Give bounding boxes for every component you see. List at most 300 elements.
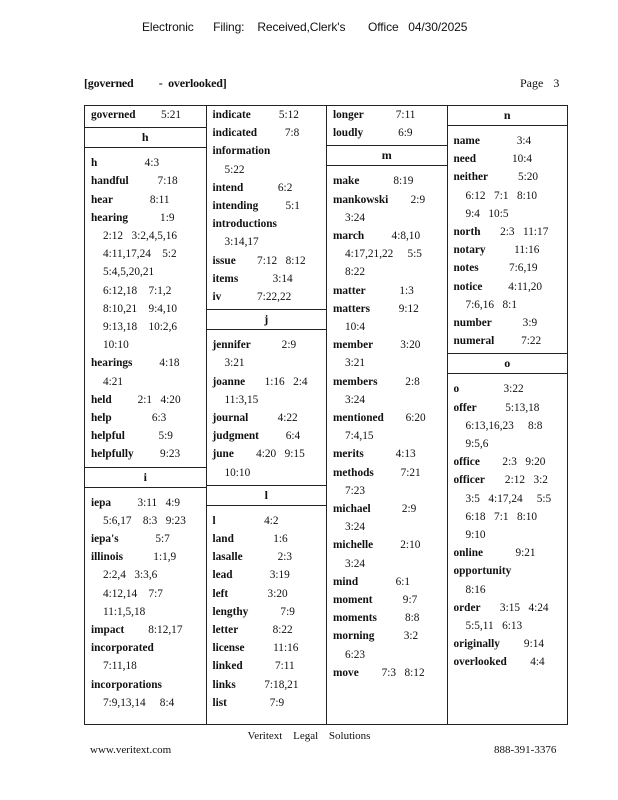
- index-refs-continued: 5:22: [224, 163, 245, 176]
- index-refs-continued: 4:21: [103, 375, 124, 388]
- index-refs: [274, 142, 323, 160]
- index-entry-row: [333, 300, 444, 318]
- index-entry-row: [333, 591, 444, 609]
- index-refs-continued: 6:13,16,23 8:8: [465, 419, 543, 432]
- index-word: officer: [453, 474, 485, 487]
- index-word: notice: [453, 280, 483, 293]
- index-entry: [448, 399, 568, 454]
- index-word: lasalle: [212, 551, 243, 564]
- index-entry-row: [91, 548, 203, 566]
- index-entry: [327, 591, 447, 609]
- index-word: march: [333, 230, 365, 243]
- index-refs: 7:3 8:12: [381, 666, 425, 679]
- index-refs-continued: 3:24: [345, 557, 366, 570]
- letter-header: h: [85, 127, 206, 148]
- index-refs: 4:20 9:15: [256, 448, 305, 461]
- index-refs: 3:22: [503, 383, 524, 396]
- index-refs: 11:16: [514, 244, 540, 257]
- index-refs: 5:13,18: [505, 401, 540, 414]
- index-refs: 3:9: [522, 317, 538, 330]
- index-entry-row: [454, 332, 565, 350]
- index-word: online: [453, 547, 484, 560]
- index-refs: 3:4: [516, 135, 532, 147]
- index-entry-row: [333, 172, 444, 190]
- index-entry-row: [454, 168, 565, 186]
- index-entry-row: [213, 585, 324, 603]
- index-entry-row: [91, 676, 203, 694]
- index-entry-row: [333, 409, 444, 427]
- index-refs-continued: 8:10,21 9:4,10: [103, 302, 178, 315]
- index-word: journal: [212, 412, 249, 425]
- index-word: jennifer: [212, 339, 251, 352]
- index-entry: [85, 191, 206, 209]
- index-refs: [515, 562, 564, 580]
- index-entry: [85, 106, 206, 124]
- index-refs: 2:9: [401, 503, 417, 516]
- letter-header: i: [85, 467, 206, 488]
- index-refs-continued: 8:22: [345, 266, 366, 279]
- index-word: methods: [333, 466, 374, 479]
- index-entry: [448, 544, 568, 562]
- index-refs: 6:2: [277, 181, 293, 194]
- index-entry: [327, 124, 447, 142]
- index-word: judgment: [212, 430, 259, 443]
- index-word: offer: [453, 401, 477, 414]
- index-word: loudly: [333, 127, 364, 140]
- index-refs-continued: 10:10: [103, 339, 129, 352]
- index-word: office: [453, 456, 480, 469]
- index-refs-continued: 3:24: [345, 393, 366, 406]
- index-range: [governed - overlooked]: [84, 76, 227, 90]
- index-entry: [85, 354, 206, 390]
- index-refs: 1:16 2:4: [264, 375, 308, 388]
- index-word: held: [91, 393, 112, 406]
- index-word: left: [212, 587, 229, 600]
- index-refs: 9:7: [402, 594, 418, 607]
- index-refs-continued: 2:12 3:2,4,5,16: [103, 230, 178, 243]
- index-entry-row: [213, 530, 324, 548]
- index-word: land: [212, 533, 234, 546]
- index-entry: [207, 252, 327, 270]
- index-entry-row: [213, 657, 324, 675]
- index-refs: 5:21: [160, 109, 182, 121]
- index-word: intending: [212, 200, 259, 213]
- index-word: indicate: [212, 109, 251, 121]
- index-entry: [207, 694, 327, 712]
- index-refs: 7:12 8:12: [257, 254, 306, 267]
- index-refs: 10:4: [512, 153, 533, 166]
- index-word: license: [212, 642, 245, 655]
- index-refs-continued: 4:11,17,24 5:2: [103, 248, 177, 261]
- index-entry-row: [213, 639, 324, 657]
- index-entry-row: [213, 512, 324, 530]
- index-entry-row: [91, 530, 203, 548]
- index-entry: [327, 609, 447, 627]
- index-refs: 8:8: [405, 612, 420, 625]
- index-refs-continued: 4:17,21,22 5:5: [345, 248, 422, 261]
- index-entry-row: [454, 653, 565, 671]
- index-entry: [448, 380, 568, 398]
- index-refs: 6:3: [151, 412, 167, 425]
- index-word: longer: [333, 109, 364, 121]
- index-word: members: [333, 375, 378, 388]
- index-entry: [207, 427, 327, 445]
- index-word: joanne: [212, 375, 246, 388]
- index-word: letter: [212, 624, 239, 637]
- index-entry: [85, 391, 206, 409]
- index-entry: [207, 336, 327, 372]
- index-refs: [281, 215, 323, 233]
- index-refs-continued: 2:2,4 3:3,6: [103, 569, 158, 582]
- index-entry: [207, 288, 327, 306]
- index-word: linked: [212, 660, 243, 673]
- index-entry-row: [454, 259, 565, 277]
- index-word: handful: [91, 175, 129, 188]
- index-refs-continued: 4:12,14 7:7: [103, 587, 163, 600]
- index-word: mind: [333, 575, 359, 588]
- index-word: impact: [91, 624, 125, 637]
- index-entry-row: [454, 453, 565, 471]
- word-index-table: [84, 105, 568, 725]
- index-entry-row: [91, 409, 203, 427]
- page-number: [520, 76, 559, 91]
- index-refs: 6:9: [398, 127, 413, 140]
- index-entry-row: [213, 197, 324, 215]
- index-entry: [85, 621, 206, 639]
- index-word: michael: [333, 503, 371, 516]
- index-refs-continued: 7:9,13,14 8:4: [103, 696, 175, 709]
- index-entry: [327, 191, 447, 227]
- index-word: iv: [212, 291, 222, 304]
- index-entry-row: [91, 639, 203, 657]
- index-entry-row: [213, 603, 324, 621]
- index-entry: [448, 635, 568, 653]
- index-word: mentioned: [333, 412, 384, 425]
- index-entry: [207, 124, 327, 142]
- index-refs: 5:1: [285, 200, 300, 213]
- index-entry: [207, 270, 327, 288]
- index-refs-continued: 10:4: [345, 321, 366, 334]
- index-entry: [448, 278, 568, 314]
- index-entry: [207, 657, 327, 675]
- index-refs-continued: 8:16: [465, 583, 486, 596]
- index-entry-row: [213, 106, 324, 124]
- index-entry: [448, 150, 568, 168]
- index-entry-row: [213, 445, 324, 463]
- index-refs: 7:18,21: [264, 678, 299, 691]
- index-word: o: [453, 383, 460, 396]
- index-refs: 8:11: [149, 193, 170, 206]
- index-word: help: [91, 412, 112, 425]
- index-entry: [327, 336, 447, 372]
- index-entry-row: [333, 573, 444, 591]
- index-entry: [207, 639, 327, 657]
- filing-stamp: Electronic Filing: Received,Clerk's Office 04/30/2025: [142, 20, 468, 34]
- index-refs: 4:13: [395, 448, 416, 461]
- footer-phone: 888-391-3376: [494, 744, 557, 756]
- index-column-2: [206, 106, 327, 724]
- index-refs: 7:11: [395, 109, 416, 121]
- index-entry-row: [91, 427, 203, 445]
- index-refs: 5:12: [278, 109, 299, 121]
- index-refs: 3:15 4:24: [499, 601, 549, 614]
- index-refs: [166, 676, 203, 694]
- index-entry-row: [333, 627, 444, 645]
- index-column-1: [85, 106, 206, 724]
- index-entry-row: [91, 354, 203, 372]
- index-entry: [207, 530, 327, 548]
- index-refs-continued: 9:10: [465, 529, 486, 542]
- index-refs: 2:3 11:17: [500, 226, 549, 239]
- index-refs-continued: 3:14,17: [224, 236, 259, 249]
- index-entry-row: [91, 154, 203, 172]
- index-refs: 7:18: [157, 175, 178, 188]
- index-refs-continued: 10:10: [224, 466, 251, 479]
- index-word: hearings: [91, 357, 133, 370]
- index-word: overlooked: [453, 656, 507, 669]
- index-refs: 7:9: [269, 696, 285, 709]
- index-entry-row: [454, 544, 565, 562]
- index-refs: 9:23: [160, 448, 181, 461]
- index-column-3: [326, 106, 447, 724]
- index-entry-row: [454, 471, 565, 489]
- index-entry: [207, 585, 327, 603]
- index-entry: [327, 282, 447, 300]
- index-refs: 1:9: [160, 211, 175, 224]
- index-entry-row: [454, 380, 565, 398]
- index-entry: [448, 168, 568, 223]
- page-number-value: 3: [553, 76, 560, 90]
- index-refs: 6:4: [285, 430, 301, 443]
- index-word: incorporations: [91, 678, 162, 691]
- index-entry: [327, 573, 447, 591]
- index-entry: [448, 223, 568, 241]
- index-refs: 1:1,9: [153, 551, 177, 564]
- index-entry: [448, 453, 568, 471]
- footer-website: www.veritext.com: [90, 744, 172, 756]
- index-entry: [327, 373, 447, 409]
- index-entry-row: [213, 215, 324, 233]
- index-column-4: [447, 106, 568, 724]
- index-refs: 11:16: [273, 642, 299, 655]
- index-entry: [327, 500, 447, 536]
- index-entry: [327, 445, 447, 463]
- index-refs-continued: 7:4,15: [345, 430, 374, 443]
- index-entry: [448, 599, 568, 635]
- index-entry: [85, 445, 206, 463]
- index-refs: [158, 639, 203, 657]
- index-word: illinois: [91, 551, 124, 564]
- index-refs-continued: 5:5,11 6:13: [465, 620, 523, 633]
- index-refs: 9:21: [515, 547, 536, 560]
- index-refs: 7:9: [280, 605, 295, 618]
- index-refs: 2:10: [400, 539, 421, 552]
- index-word: number: [453, 317, 492, 330]
- index-word: opportunity: [453, 565, 512, 578]
- index-refs: 2:3 9:20: [502, 456, 546, 469]
- index-refs: 9:14: [523, 638, 545, 651]
- index-word: order: [453, 601, 481, 614]
- index-refs: 6:1: [395, 575, 411, 588]
- index-refs: 2:12 3:2: [504, 474, 548, 487]
- index-entry-row: [91, 494, 203, 512]
- index-word: neither: [453, 171, 489, 184]
- index-word: links: [212, 678, 236, 691]
- index-entry: [448, 562, 568, 598]
- index-refs: 7:11: [274, 660, 295, 673]
- index-refs: 5:7: [155, 533, 170, 546]
- index-entry: [207, 215, 327, 251]
- index-entry: [207, 603, 327, 621]
- index-refs: 8:22: [272, 624, 293, 637]
- index-entry-row: [213, 179, 324, 197]
- index-refs: 3:20: [267, 587, 288, 600]
- index-entry-row: [333, 282, 444, 300]
- index-entry-row: [213, 142, 324, 160]
- index-refs: 7:6,19: [509, 262, 538, 275]
- letter-header: o: [448, 353, 568, 374]
- index-entry: [327, 172, 447, 190]
- index-refs: 4:22: [277, 412, 298, 425]
- index-entry-row: [213, 694, 324, 712]
- index-refs: 7:22,22: [257, 291, 292, 304]
- index-refs-continued: 9:13,18 10:2,6: [103, 321, 178, 334]
- index-word: hear: [91, 193, 113, 206]
- index-entry-row: [213, 288, 324, 306]
- index-entry: [448, 332, 568, 350]
- index-refs: 5:9: [158, 430, 173, 443]
- index-refs: 4:4: [530, 656, 545, 669]
- index-entry-row: [213, 373, 324, 391]
- index-word: helpfully: [91, 448, 134, 461]
- index-entry: [207, 179, 327, 197]
- index-refs-continued: 5:4,5,20,21: [103, 266, 155, 279]
- index-entry: [327, 536, 447, 572]
- index-entry: [327, 300, 447, 336]
- index-entry: [327, 464, 447, 500]
- index-entry: [448, 259, 568, 277]
- index-entry: [207, 676, 327, 694]
- index-entry-row: [333, 445, 444, 463]
- index-word: h: [91, 157, 98, 170]
- index-entry-row: [454, 223, 565, 241]
- index-word: introductions: [212, 218, 277, 231]
- index-entry-row: [213, 336, 324, 354]
- index-word: notes: [453, 262, 479, 275]
- index-entry: [207, 106, 327, 124]
- index-refs: 2:9: [281, 339, 297, 352]
- index-refs: 3:2: [403, 630, 419, 643]
- index-entry: [85, 676, 206, 712]
- index-refs: 7:8: [284, 127, 300, 140]
- index-entry-row: [213, 676, 324, 694]
- index-entry-row: [91, 391, 203, 409]
- index-entry-row: [454, 599, 565, 617]
- index-entry-row: [454, 635, 565, 653]
- letter-header: j: [207, 309, 327, 330]
- index-entry-row: [333, 227, 444, 245]
- index-entry: [85, 409, 206, 427]
- index-entry-row: [454, 278, 565, 296]
- index-entry: [327, 627, 447, 663]
- index-word: numeral: [453, 335, 495, 348]
- index-entry: [85, 427, 206, 445]
- index-refs-continued: 9:4 10:5: [465, 207, 509, 220]
- index-entry-row: [333, 536, 444, 554]
- index-entry: [207, 512, 327, 530]
- index-refs-continued: 5:6,17 8:3 9:23: [103, 514, 186, 527]
- index-refs: 8:19: [393, 175, 414, 188]
- index-entry-row: [454, 314, 565, 332]
- footer-company: Veritext Legal Solutions: [247, 730, 371, 742]
- index-entry-row: [91, 191, 203, 209]
- index-word: morning: [333, 630, 375, 643]
- index-entry-row: [213, 621, 324, 639]
- index-entry: [327, 227, 447, 282]
- letter-header: n: [448, 106, 568, 126]
- index-word: incorporated: [91, 642, 154, 655]
- index-refs: 4:11,20: [508, 280, 543, 293]
- index-refs: 4:3: [144, 157, 160, 170]
- index-word: matters: [333, 302, 371, 315]
- index-entry-row: [91, 621, 203, 639]
- index-entry: [448, 653, 568, 671]
- index-entry: [207, 373, 327, 409]
- index-entry: [85, 639, 206, 675]
- index-entry-row: [333, 373, 444, 391]
- index-refs: 7:22: [521, 335, 542, 348]
- index-entry: [448, 241, 568, 259]
- index-entry-row: [213, 124, 324, 142]
- index-word: information: [212, 145, 271, 158]
- index-entry: [207, 197, 327, 215]
- index-word: need: [453, 153, 477, 166]
- index-entry-row: [91, 172, 203, 190]
- index-entry-row: [333, 464, 444, 482]
- index-refs: 1:3: [399, 284, 414, 297]
- index-refs-continued: 7:6,16 8:1: [465, 298, 517, 311]
- index-word: items: [212, 272, 239, 285]
- index-entry-row: [333, 609, 444, 627]
- index-word: notary: [453, 244, 486, 257]
- index-refs: 4:2: [264, 514, 279, 527]
- index-refs-continued: 6:12 7:1 8:10: [465, 189, 538, 202]
- index-refs-continued: 3:5 4:17,24 5:5: [465, 492, 552, 505]
- index-word: list: [212, 696, 227, 709]
- index-word: intend: [212, 181, 244, 194]
- index-entry-row: [213, 566, 324, 584]
- index-refs: 3:20: [400, 339, 421, 352]
- letter-header: l: [207, 485, 327, 506]
- index-word: moment: [333, 594, 373, 607]
- index-entry: [207, 409, 327, 427]
- index-word: issue: [212, 254, 236, 267]
- index-entry-row: [454, 562, 565, 580]
- index-entry: [85, 209, 206, 355]
- index-entry: [207, 566, 327, 584]
- index-entry-row: [454, 150, 565, 168]
- index-entry-row: [213, 270, 324, 288]
- index-word: june: [212, 448, 234, 461]
- index-word: iepa: [91, 496, 112, 509]
- index-refs: 3:11 4:9: [137, 496, 181, 509]
- index-entry: [327, 106, 447, 124]
- index-entry-row: [333, 336, 444, 354]
- index-refs: 4:8,10: [391, 230, 421, 243]
- index-refs: 2:1 4:20: [137, 393, 181, 406]
- index-entry-row: [213, 427, 324, 445]
- index-entry: [85, 494, 206, 530]
